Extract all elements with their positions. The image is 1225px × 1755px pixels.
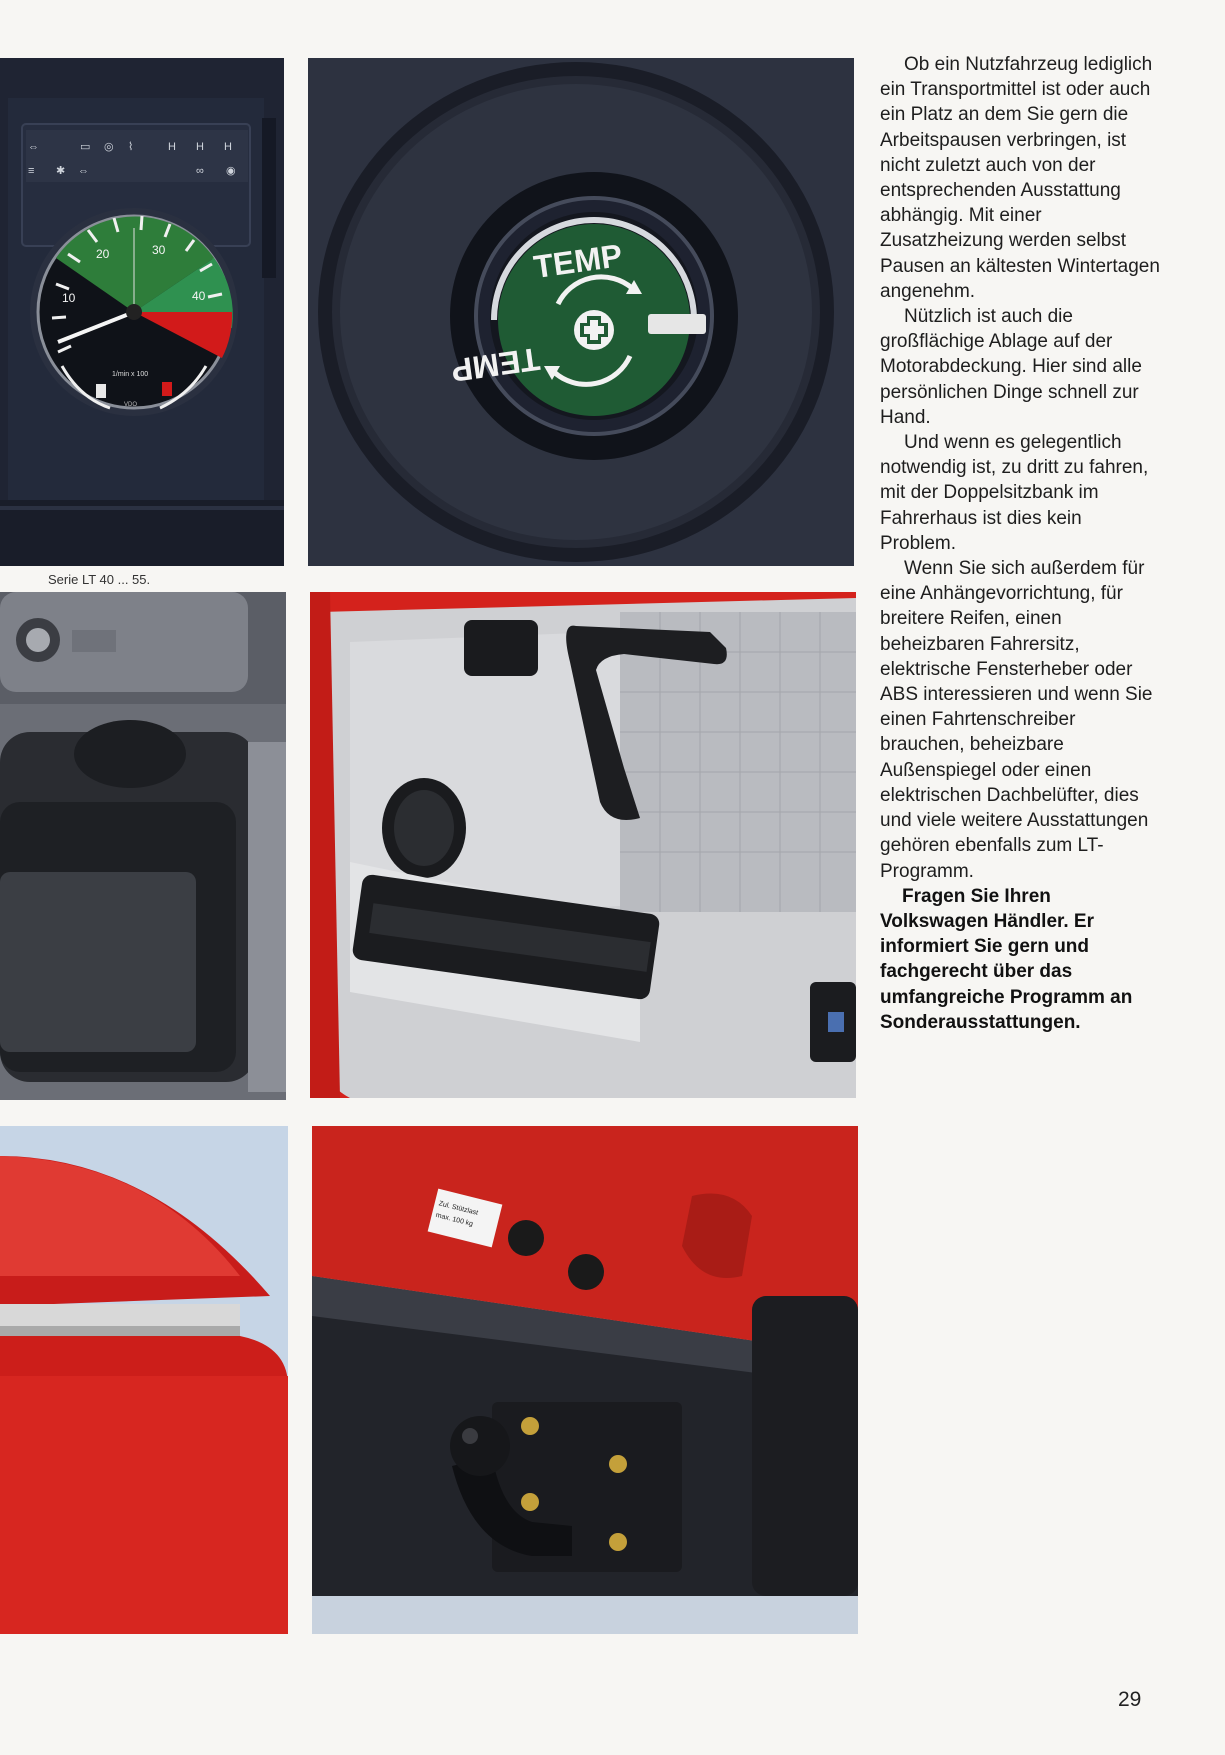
gauge-label-40: 40 [192, 289, 206, 303]
svg-text:∞: ∞ [196, 165, 204, 177]
svg-text:◎: ◎ [104, 141, 114, 153]
temp-text-bottom: TEMP [449, 340, 543, 389]
svg-text:◉: ◉ [226, 165, 236, 177]
gauge-label-10: 10 [62, 291, 76, 305]
gauge-label-20: 20 [96, 247, 110, 261]
closing-callout: Fragen Sie Ihren Volkswagen Händler. Er informiert Sie gern und fachgerecht über das umfangreiche Programm an Sonderausstattungen. [880, 885, 1133, 1033]
body-text-column [880, 52, 1160, 1035]
svg-text:≡: ≡ [28, 165, 35, 177]
svg-text:H: H [196, 141, 204, 153]
svg-text:H: H [224, 141, 232, 153]
body-paragraph-3: Und wenn es gelegentlich notwendig ist, zu dritt zu fahren, mit der Doppelsitzbank im Fahrerhaus ist dies kein Problem. [880, 432, 1149, 554]
body-paragraph-4: Wenn Sie sich außerdem für eine Anhängevorrichtung, für breitere Reifen, einen beheizbaren Fahrersitz, elektrische Fensterheber oder ABS interessieren und wenn Sie einen Fahrtenschreiber brauchen, beheizbare Außenspiegel oder einen elektrischen Dachbelüfter, dies und viele weitere Ausstattungen gehören ebenfalls zum LT-Programm. [880, 558, 1153, 882]
dashboard-gauge-photo [0, 58, 284, 566]
tow-hitch-photo [312, 1126, 858, 1634]
storage-tray-photo [0, 592, 286, 1100]
svg-text:✱: ✱ [56, 165, 66, 177]
hitch-sticker-line1: Zul. Stützlast [437, 1200, 479, 1217]
svg-text:H: H [168, 141, 176, 153]
gauge-brand-label: VDO [124, 402, 138, 408]
page-number: 29 [1118, 1688, 1142, 1711]
body-paragraph-2: Nützlich ist auch die großflächige Ablage auf der Motorabdeckung. Hier sind alle persönlichen Dinge schnell zur Hand. [880, 306, 1142, 428]
hitch-sticker-line2: max. 100 kg [434, 1211, 474, 1228]
svg-text:⇔: ⇔ [78, 165, 89, 177]
svg-text:▭: ▭ [80, 141, 91, 153]
photo-caption: Serie LT 40 ... 55. [48, 572, 151, 587]
roof-vent-photo [0, 1126, 288, 1634]
svg-text:⌇: ⌇ [128, 141, 134, 153]
heater-knob-photo [308, 58, 854, 566]
door-panel-photo [310, 592, 856, 1098]
svg-text:⇔: ⇔ [28, 141, 39, 153]
gauge-unit-label: 1/min x 100 [112, 371, 149, 378]
gauge-label-30: 30 [152, 243, 166, 257]
temp-text-top: TEMP [531, 237, 625, 286]
body-paragraph-1: Ob ein Nutzfahrzeug lediglich ein Transportmittel ist oder auch ein Platz an dem Sie gern die Arbeitspausen verbringen, ist nicht zuletzt auch von der entsprechenden Ausstattung abhängig. Mit einer Zusatzheizung werden selbst Pausen an kältesten Wintertagen angenehm. [880, 54, 1160, 302]
